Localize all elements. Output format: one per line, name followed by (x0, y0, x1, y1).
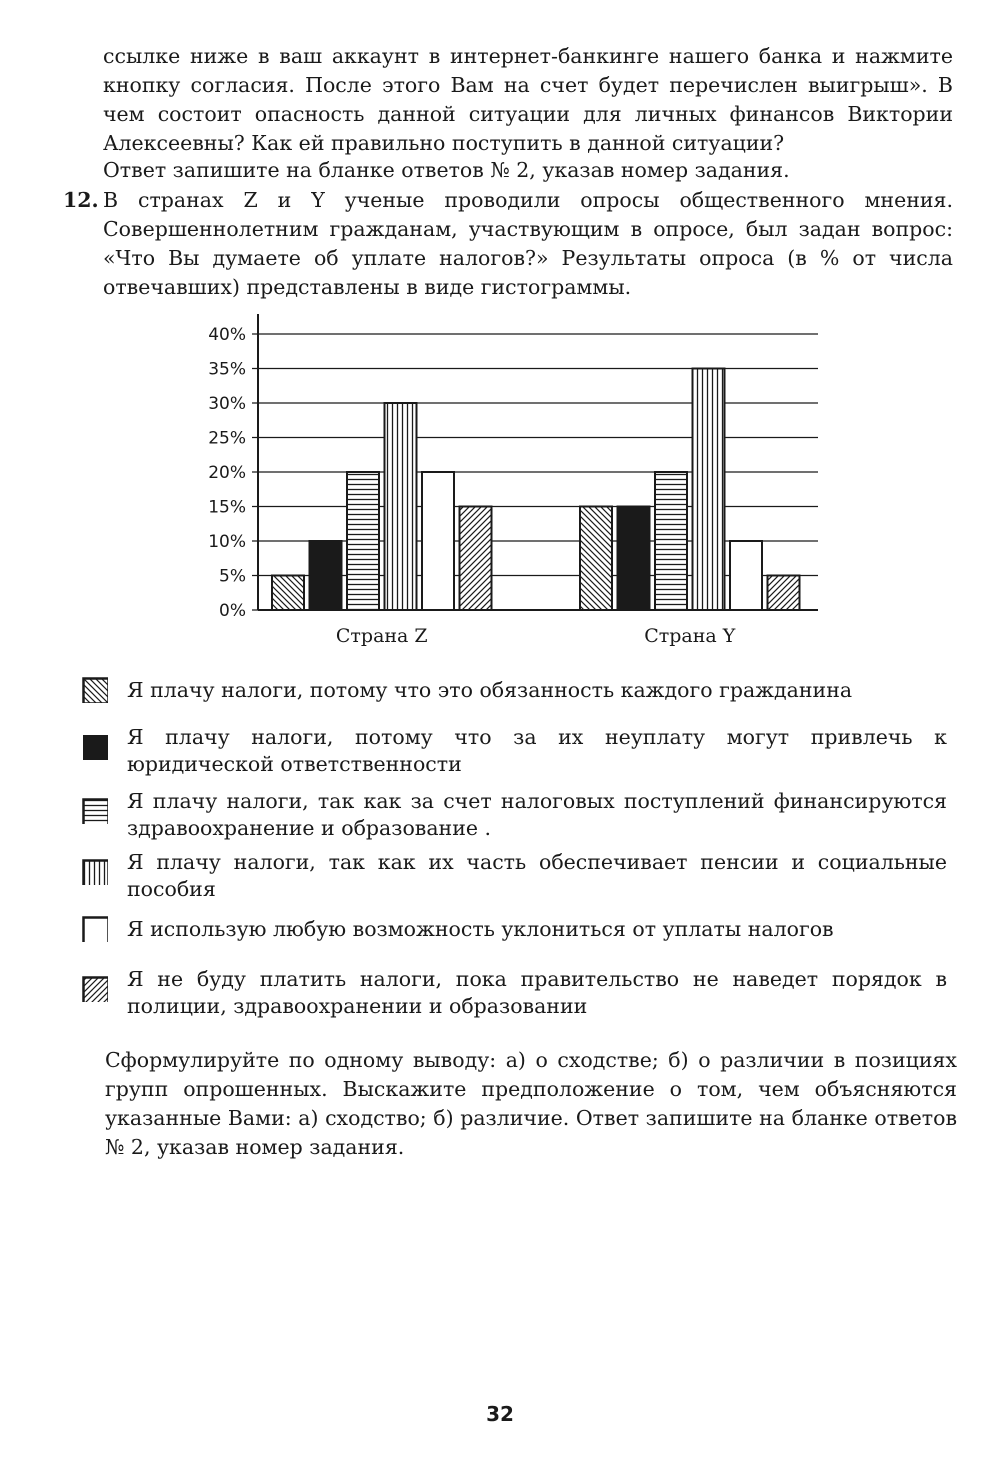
task-number: 12. (63, 188, 99, 212)
legend-swatch-none (82, 916, 108, 942)
bar (618, 507, 650, 611)
category-label: Страна Y (644, 625, 736, 647)
y-tick-label: 40% (208, 325, 246, 345)
legend-swatch-horizontal (82, 798, 108, 824)
bar (655, 472, 687, 610)
y-tick-label: 5% (219, 566, 246, 587)
bar (693, 369, 725, 611)
y-tick-label: 0% (219, 601, 246, 621)
y-tick-label: 10% (208, 532, 246, 552)
bar (730, 541, 762, 610)
y-tick-label: 25% (208, 428, 246, 449)
task-text: В странах Z и Y ученые проводили опросы общественного мнения. Совершеннолетним гражданам, участвующим в опросе, был задан вопрос: «Что Вы думаете об уплате налогов?» Результаты опроса (в % от числа отвечавших) представлены в виде гистограммы. (103, 188, 953, 299)
bar (385, 403, 417, 610)
category-label: Страна Z (335, 625, 428, 647)
bar (768, 576, 800, 611)
intro-paragraph: ссылке ниже в ваш аккаунт в интернет-банкинге нашего банка и нажмите кнопку согласия. После этого Вам на счет будет перечислен выигрыш». В чем состоит опасность данной ситуации для личных финансов Виктории Алексеевны? Как ей правильно поступить в данной ситуации? (103, 44, 953, 155)
bar (460, 507, 492, 611)
legend-swatch-vertical (82, 859, 108, 885)
bar (310, 541, 342, 610)
histogram (190, 312, 830, 661)
answer-instruction: Ответ запишите на бланке ответов № 2, указав номер задания. (103, 158, 790, 182)
legend-swatch-diag-fwd (82, 976, 108, 1002)
histogram-svg (190, 312, 830, 657)
y-tick-label: 15% (208, 497, 246, 518)
y-tick-label: 30% (208, 394, 246, 414)
legend-label: Я плачу налоги, потому что это обязанность каждого гражданина (127, 678, 853, 702)
legend-label: Я использую любую возможность уклониться от уплаты налогов (127, 917, 834, 941)
bar (347, 472, 379, 610)
legend-swatch-diag-back (82, 677, 108, 703)
legend-swatch-solid (82, 734, 108, 760)
y-tick-label: 20% (208, 463, 246, 483)
task-12 (63, 186, 953, 302)
page-number: 32 (486, 1402, 514, 1426)
bar (580, 507, 612, 611)
bar (422, 472, 454, 610)
legend-label: Я не буду платить налоги, пока правительство не наведет порядок в полиции, здравоохранении и образовании (127, 967, 947, 1018)
conclusion-paragraph: Сформулируйте по одному выводу: а) о сходстве; б) о различии в позициях групп опрошенных. Выскажите предположение о том, чем объясняются указанные Вами: а) сходство; б) различие. Ответ запишите на бланке ответов № 2, указав номер задания. (105, 1048, 957, 1159)
legend-label: Я плачу налоги, так как их часть обеспечивает пенсии и социальные пособия (127, 850, 947, 901)
bar (272, 576, 304, 611)
legend-label: Я плачу налоги, потому что за их неуплату могут привлечь к юридической ответственности (127, 725, 947, 776)
legend-label: Я плачу налоги, так как за счет налоговых поступлений финансируются здравоохранение и образование . (127, 789, 947, 840)
y-tick-label: 35% (208, 359, 246, 380)
